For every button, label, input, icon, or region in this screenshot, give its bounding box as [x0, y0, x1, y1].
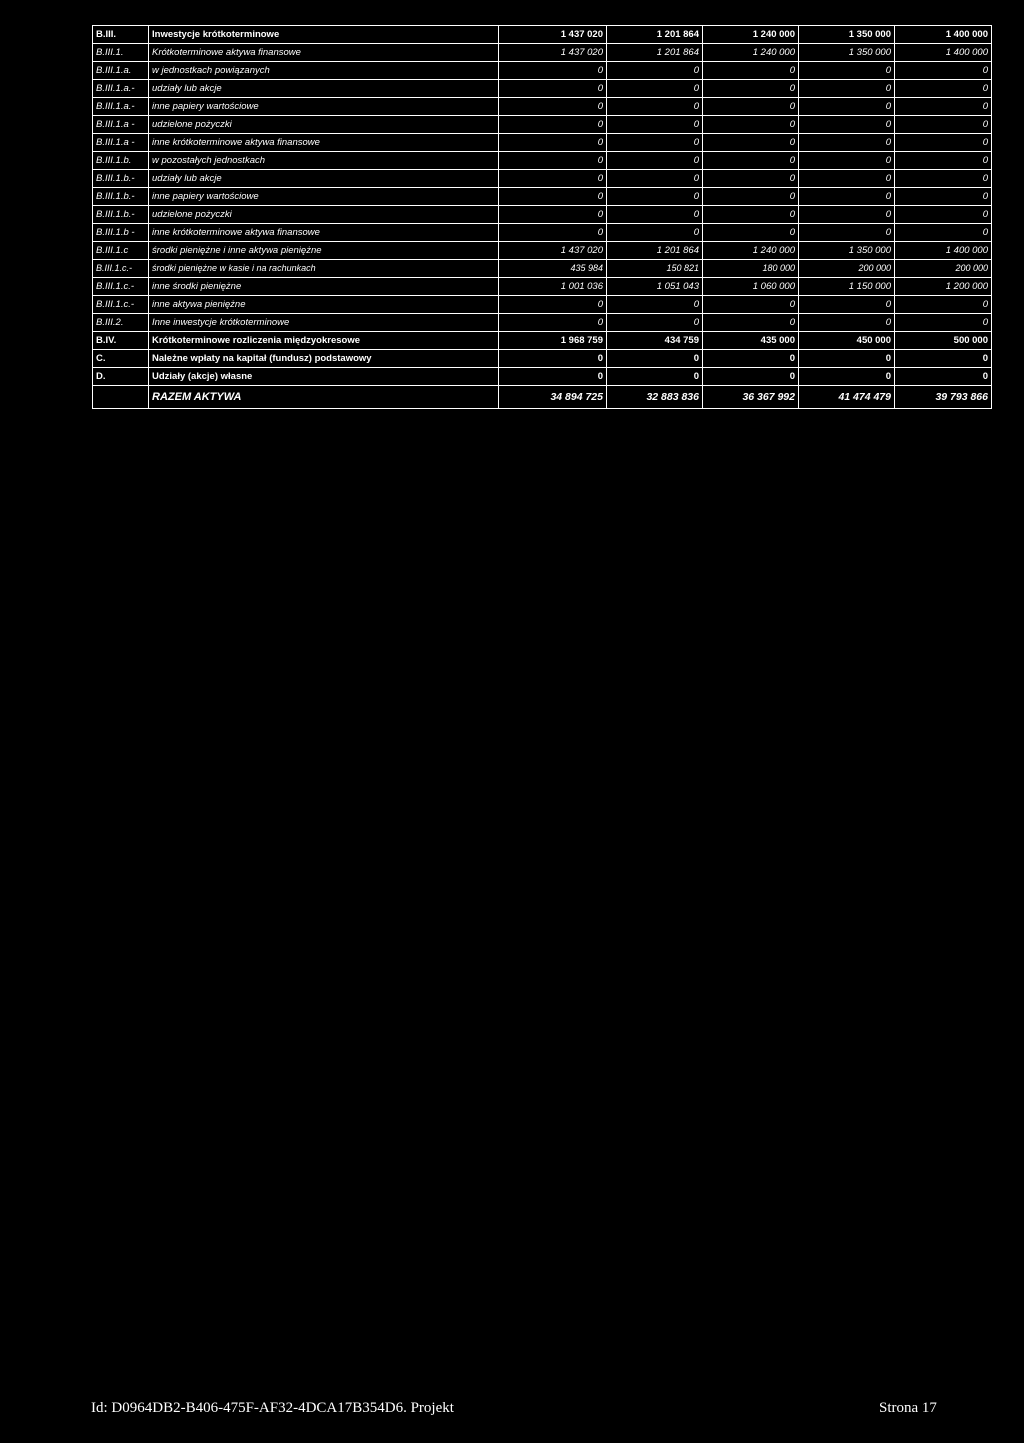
row-value-3: 0	[703, 296, 799, 314]
row-value-2: 1 201 864	[607, 44, 703, 62]
row-value-4: 450 000	[799, 332, 895, 350]
row-value-3: 0	[703, 314, 799, 332]
row-value-2: 0	[607, 368, 703, 386]
row-label: inne krótkoterminowe aktywa finansowe	[149, 134, 499, 152]
row-value-5: 0	[895, 224, 992, 242]
row-value-1: 0	[499, 350, 607, 368]
row-value-5: 0	[895, 296, 992, 314]
row-label: środki pieniężne w kasie i na rachunkach	[149, 260, 499, 278]
row-code: B.III.1.b.-	[93, 206, 149, 224]
row-label: Należne wpłaty na kapitał (fundusz) podstawowy	[149, 350, 499, 368]
row-code: B.III.1.a -	[93, 134, 149, 152]
row-value-4: 0	[799, 134, 895, 152]
row-value-1: 0	[499, 314, 607, 332]
row-value-2: 0	[607, 206, 703, 224]
row-value-5: 0	[895, 62, 992, 80]
row-value-3: 36 367 992	[703, 386, 799, 409]
row-label: Udziały (akcje) własne	[149, 368, 499, 386]
table-row	[93, 278, 992, 296]
row-value-5: 1 400 000	[895, 242, 992, 260]
row-value-1: 0	[499, 170, 607, 188]
row-label: udzielone pożyczki	[149, 206, 499, 224]
row-value-4: 41 474 479	[799, 386, 895, 409]
row-value-3: 0	[703, 152, 799, 170]
footer-document-id: Id: D0964DB2-B406-475F-AF32-4DCA17B354D6. Projekt	[91, 1400, 454, 1416]
row-value-4: 1 350 000	[799, 242, 895, 260]
row-value-3: 0	[703, 206, 799, 224]
row-value-2: 0	[607, 98, 703, 116]
table-row	[93, 98, 992, 116]
row-value-5: 0	[895, 80, 992, 98]
table-row	[93, 152, 992, 170]
row-value-4: 0	[799, 206, 895, 224]
table-row	[93, 188, 992, 206]
row-value-3: 1 060 000	[703, 278, 799, 296]
table-row	[93, 296, 992, 314]
row-value-5: 200 000	[895, 260, 992, 278]
row-value-1: 435 984	[499, 260, 607, 278]
table-row	[93, 134, 992, 152]
table-row	[93, 260, 992, 278]
row-value-5: 0	[895, 350, 992, 368]
row-value-3: 0	[703, 80, 799, 98]
row-value-3: 1 240 000	[703, 26, 799, 44]
row-value-2: 0	[607, 188, 703, 206]
row-label: Krótkoterminowe aktywa finansowe	[149, 44, 499, 62]
row-value-4: 0	[799, 350, 895, 368]
row-value-1: 0	[499, 188, 607, 206]
footer-page-number: Strona 17	[879, 1400, 937, 1416]
row-value-3: 0	[703, 188, 799, 206]
table-row	[93, 224, 992, 242]
row-value-5: 0	[895, 188, 992, 206]
row-value-1: 1 437 020	[499, 44, 607, 62]
row-value-4: 0	[799, 62, 895, 80]
row-value-2: 0	[607, 170, 703, 188]
row-value-2: 434 759	[607, 332, 703, 350]
table-row	[93, 332, 992, 350]
row-value-4: 0	[799, 98, 895, 116]
row-code: D.	[93, 368, 149, 386]
row-value-5: 1 200 000	[895, 278, 992, 296]
row-value-5: 0	[895, 368, 992, 386]
row-label: udziały lub akcje	[149, 170, 499, 188]
row-value-4: 0	[799, 170, 895, 188]
row-code: B.III.	[93, 26, 149, 44]
row-value-1: 0	[499, 368, 607, 386]
table-row	[93, 368, 992, 386]
row-label: Inwestycje krótkoterminowe	[149, 26, 499, 44]
row-value-5: 0	[895, 134, 992, 152]
row-value-4: 0	[799, 224, 895, 242]
table-row	[93, 62, 992, 80]
row-value-5: 500 000	[895, 332, 992, 350]
row-value-4: 0	[799, 188, 895, 206]
row-label: udziały lub akcje	[149, 80, 499, 98]
row-code: B.III.1.c.-	[93, 278, 149, 296]
table-row	[93, 206, 992, 224]
row-value-2: 0	[607, 134, 703, 152]
row-code: B.III.1.a -	[93, 116, 149, 134]
row-value-3: 0	[703, 98, 799, 116]
row-value-5: 0	[895, 206, 992, 224]
row-value-1: 0	[499, 80, 607, 98]
row-value-1: 0	[499, 296, 607, 314]
row-code: B.III.1.b.	[93, 152, 149, 170]
row-value-3: 0	[703, 134, 799, 152]
row-value-1: 1 968 759	[499, 332, 607, 350]
row-value-2: 1 201 864	[607, 26, 703, 44]
row-code: B.III.1.b.-	[93, 170, 149, 188]
row-value-2: 1 201 864	[607, 242, 703, 260]
row-value-1: 34 894 725	[499, 386, 607, 409]
row-value-2: 1 051 043	[607, 278, 703, 296]
row-value-4: 1 350 000	[799, 44, 895, 62]
row-value-5: 0	[895, 314, 992, 332]
row-code: B.III.1.c.-	[93, 260, 149, 278]
row-value-2: 0	[607, 350, 703, 368]
row-value-2: 32 883 836	[607, 386, 703, 409]
table-row	[93, 350, 992, 368]
table-row	[93, 314, 992, 332]
row-label: środki pieniężne i inne aktywa pieniężne	[149, 242, 499, 260]
row-code: B.III.1.a.-	[93, 98, 149, 116]
row-code: B.III.2.	[93, 314, 149, 332]
row-value-3: 180 000	[703, 260, 799, 278]
table-row	[93, 116, 992, 134]
table-row	[93, 26, 992, 44]
table-row	[93, 44, 992, 62]
table-row	[93, 242, 992, 260]
row-value-1: 0	[499, 152, 607, 170]
row-code: B.III.1.a.	[93, 62, 149, 80]
row-code: B.III.1.b -	[93, 224, 149, 242]
row-value-2: 0	[607, 80, 703, 98]
row-value-1: 0	[499, 116, 607, 134]
row-value-4: 1 350 000	[799, 26, 895, 44]
row-value-1: 1 001 036	[499, 278, 607, 296]
row-code: B.III.1.a.-	[93, 80, 149, 98]
row-value-1: 1 437 020	[499, 242, 607, 260]
row-value-1: 0	[499, 224, 607, 242]
row-value-2: 0	[607, 296, 703, 314]
row-value-2: 0	[607, 116, 703, 134]
row-value-1: 1 437 020	[499, 26, 607, 44]
row-value-3: 435 000	[703, 332, 799, 350]
row-value-2: 0	[607, 314, 703, 332]
row-code: C.	[93, 350, 149, 368]
row-value-3: 0	[703, 368, 799, 386]
row-label: RAZEM AKTYWA	[149, 386, 499, 409]
balance-sheet-table	[92, 25, 992, 409]
row-code: B.III.1.	[93, 44, 149, 62]
row-value-5: 1 400 000	[895, 44, 992, 62]
row-value-2: 0	[607, 224, 703, 242]
table-row	[93, 170, 992, 188]
row-value-2: 0	[607, 152, 703, 170]
row-value-3: 0	[703, 170, 799, 188]
table-row	[93, 80, 992, 98]
total-row	[93, 386, 992, 409]
row-label: inne papiery wartościowe	[149, 98, 499, 116]
row-label: w pozostałych jednostkach	[149, 152, 499, 170]
row-value-2: 150 821	[607, 260, 703, 278]
row-value-3: 0	[703, 116, 799, 134]
row-label: Krótkoterminowe rozliczenia międzyokresowe	[149, 332, 499, 350]
row-code: B.IV.	[93, 332, 149, 350]
row-code: B.III.1.c	[93, 242, 149, 260]
row-value-1: 0	[499, 62, 607, 80]
row-label: inne papiery wartościowe	[149, 188, 499, 206]
row-value-3: 0	[703, 62, 799, 80]
row-label: inne środki pieniężne	[149, 278, 499, 296]
row-value-5: 0	[895, 170, 992, 188]
row-code	[93, 386, 149, 409]
row-value-5: 1 400 000	[895, 26, 992, 44]
row-value-2: 0	[607, 62, 703, 80]
row-label: udzielone pożyczki	[149, 116, 499, 134]
row-value-4: 0	[799, 152, 895, 170]
row-value-3: 0	[703, 224, 799, 242]
row-value-1: 0	[499, 206, 607, 224]
row-value-4: 1 150 000	[799, 278, 895, 296]
row-label: inne krótkoterminowe aktywa finansowe	[149, 224, 499, 242]
row-label: Inne inwestycje krótkoterminowe	[149, 314, 499, 332]
row-code: B.III.1.c.-	[93, 296, 149, 314]
row-value-1: 0	[499, 134, 607, 152]
row-value-4: 0	[799, 314, 895, 332]
row-value-4: 0	[799, 296, 895, 314]
row-value-4: 0	[799, 116, 895, 134]
row-value-3: 0	[703, 350, 799, 368]
row-code: B.III.1.b.-	[93, 188, 149, 206]
row-value-3: 1 240 000	[703, 44, 799, 62]
row-label: inne aktywa pieniężne	[149, 296, 499, 314]
row-value-5: 0	[895, 116, 992, 134]
row-value-5: 39 793 866	[895, 386, 992, 409]
row-label: w jednostkach powiązanych	[149, 62, 499, 80]
row-value-1: 0	[499, 98, 607, 116]
row-value-3: 1 240 000	[703, 242, 799, 260]
row-value-5: 0	[895, 98, 992, 116]
row-value-4: 0	[799, 368, 895, 386]
row-value-4: 200 000	[799, 260, 895, 278]
table-body	[93, 26, 992, 409]
row-value-4: 0	[799, 80, 895, 98]
row-value-5: 0	[895, 152, 992, 170]
